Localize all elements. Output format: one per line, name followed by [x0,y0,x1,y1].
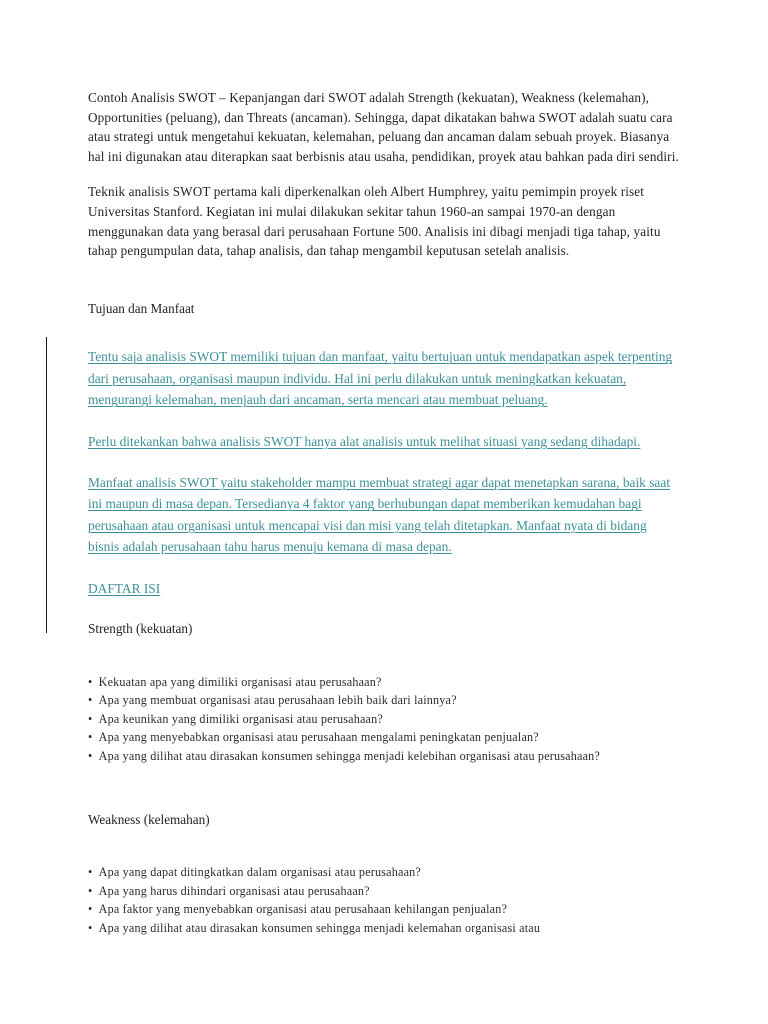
weakness-bullet-list [88,863,680,937]
link-paragraph-manfaat[interactable]: Manfaat analisis SWOT yaitu stakeholder mampu membuat strategi agar dapat menetapkan sarana, baik saat ini maupun di masa depan. Tersedianya 4 faktor yang berhubungan dapat memberikan kemudahan bagi perusahaan atau organisasi untuk mencapai visi dan misi yang telah ditetapkan. Manfaat nyata di bidang bisnis adalah perusahaan tahu harus menuju kemana di masa depan. [88,474,671,555]
list-item: • Apa yang membuat organisasi atau perusahaan lebih baik dari lainnya? [88,691,659,710]
link-paragraph-tujuan[interactable]: Tentu saja analisis SWOT memiliki tujuan dan manfaat, yaitu bertujuan untuk mendapatkan aspek terpenting dari perusahaan, organisasi maupun individu. Hal ini perlu dilakukan untuk meningkatkan kekuatan, mengurangi kelemahan, menjauh dari ancaman, serta mencari atau membuat peluang. [88,349,673,408]
revision-change-bar [46,337,47,633]
list-item: • Apa yang dapat ditingkatkan dalam organisasi atau perusahaan? [88,863,659,882]
list-item: • Apa yang dilihat atau dirasakan konsumen sehingga menjadi kelebihan organisasi atau perusahaan? [88,747,659,766]
paragraph-intro: Contoh Analisis SWOT – Kepanjangan dari SWOT adalah Strength (kekuatan), Weakness (kelemahan), Opportunities (peluang), dan Threats (ancaman). Sehingga, dapat dikatakan bahwa SWOT adalah suatu cara atau strategi untuk mengetahui kekuatan, kelemahan, peluang dan ancaman dalam sebuah proyek. Biasanya hal ini digunakan atau diterapkan saat berbisnis atau usaha, pendidikan, proyek atau bahkan pada diri sendiri. [88,90,679,164]
heading-strength: Strength (kekuatan) [88,621,193,636]
heading-weakness: Weakness (kelemahan) [88,811,210,827]
list-item: • Apa yang menyebabkan organisasi atau perusahaan mengalami peningkatan penjualan? [88,728,659,747]
spacer [88,655,680,673]
heading-tujuan-dan-manfaat: Tujuan dan Manfaat [88,300,195,316]
spacer [88,277,680,289]
spacer [88,845,680,863]
link-paragraph-penekanan[interactable]: Perlu ditekankan bahwa analisis SWOT hanya alat analisis untuk melihat situasi yang sedang dihadapi. [88,433,641,449]
list-item: • Kekuatan apa yang dimiliki organisasi atau perusahaan? [88,673,659,692]
daftar-isi-wrapper [88,578,680,599]
document-content [88,88,680,954]
list-item: • Apa yang dilihat atau dirasakan konsumen sehingga menjadi kelemahan organisasi atau [88,919,659,938]
paragraph-history: Teknik analisis SWOT pertama kali diperkenalkan oleh Albert Humphrey, yaitu pemimpin proyek riset Universitas Stanford. Kegiatan ini mulai dilakukan sekitar tahun 1960-an sampai 1970-an dengan menggunakan data yang berasal dari perusahaan Fortune 500. Analisis ini dibagi menjadi tiga tahap, yaitu tahap pengumpulan data, tahap analisis, dan tahap mengambil keputusan setelah analisis. [88,184,661,259]
link-daftar-isi[interactable]: DAFTAR ISI [88,580,161,596]
list-item: • Apa yang harus dihindari organisasi atau perusahaan? [88,882,659,901]
list-item: • Apa faktor yang menyebabkan organisasi atau perusahaan kehilangan penjualan? [88,900,659,919]
spacer [88,782,680,800]
strength-bullet-list [88,673,680,766]
list-item: • Apa keunikan yang dimiliki organisasi atau perusahaan? [88,710,659,729]
spacer [88,334,680,346]
